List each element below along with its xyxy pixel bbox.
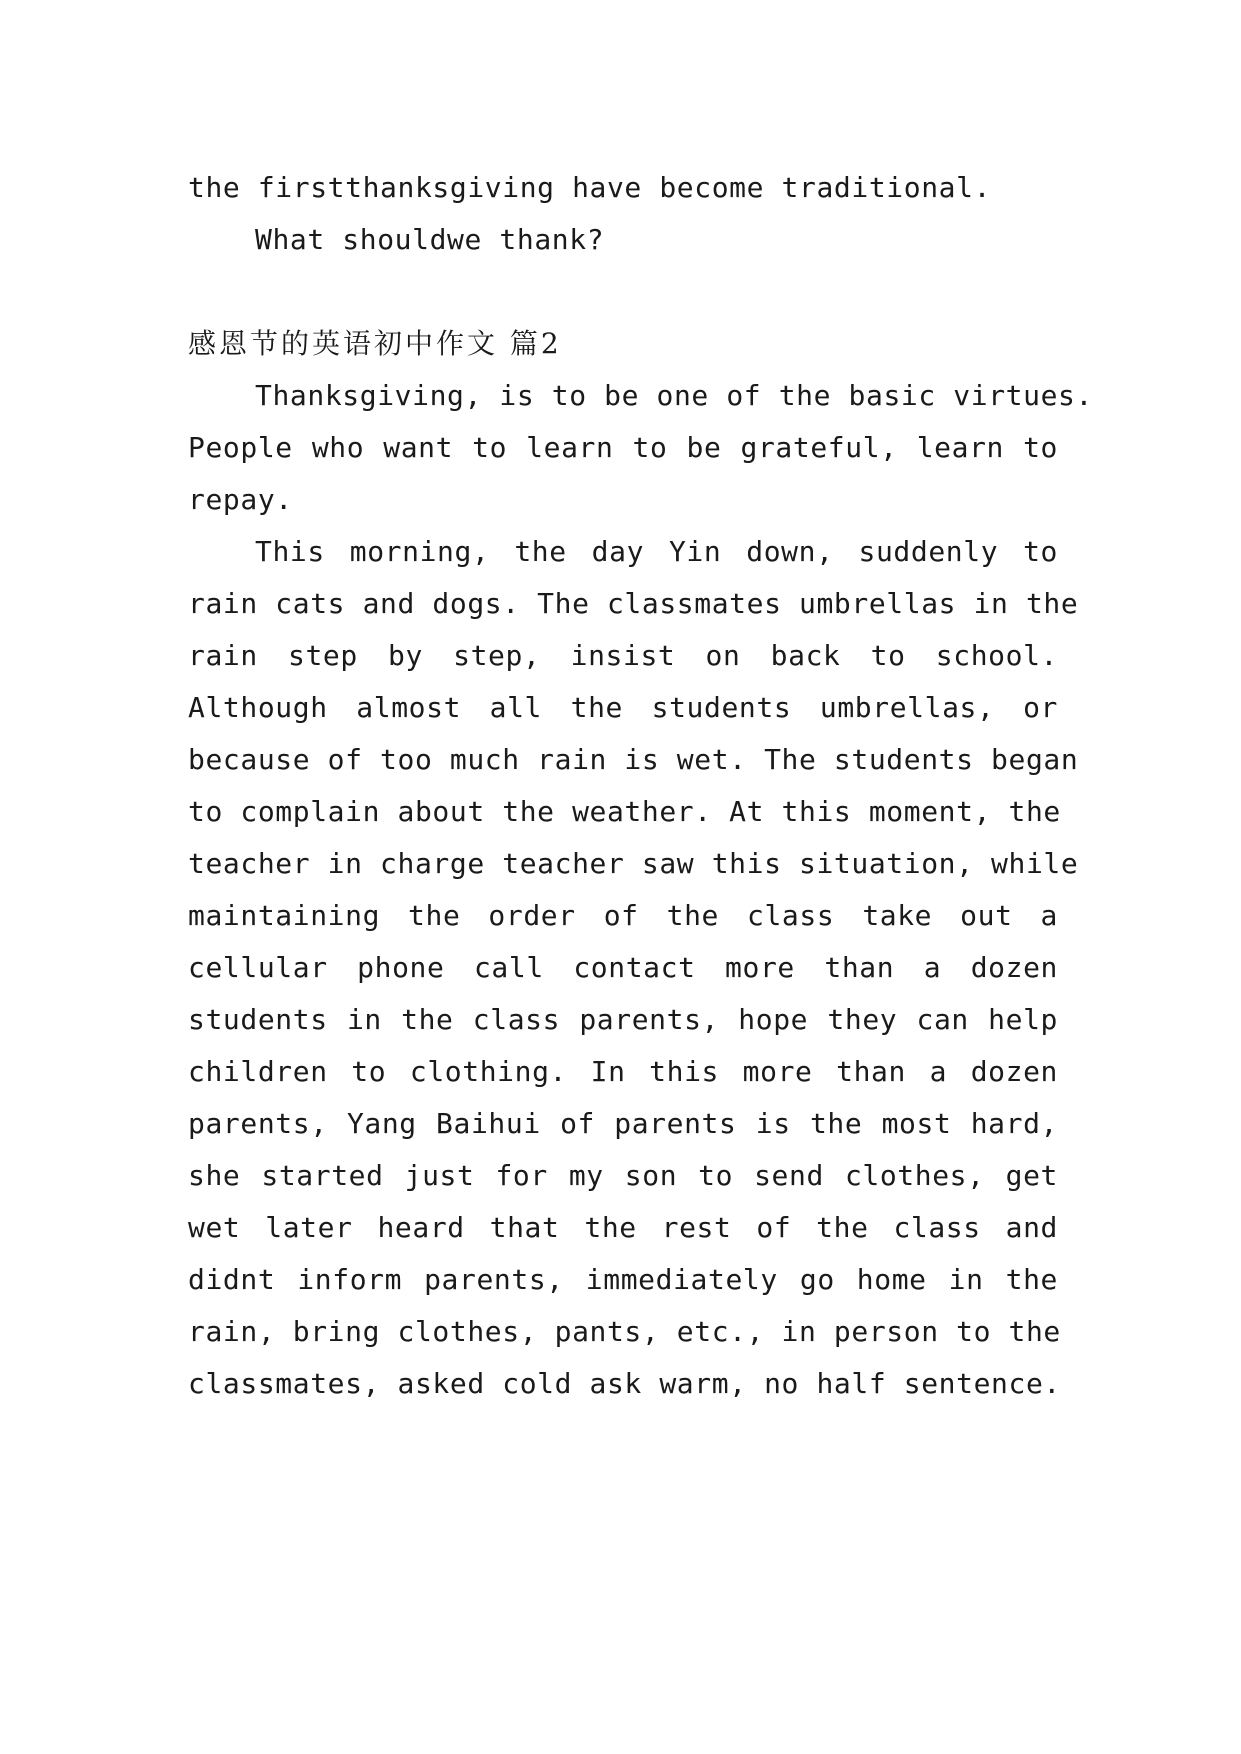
paragraph2-line: maintaining the order of the class take out a [188, 899, 1058, 932]
paragraph2-line: rain step by step, insist on back to school. [188, 639, 1058, 672]
paragraph2-line: classmates, asked cold ask warm, no half sentence. [188, 1367, 1061, 1400]
paragraph2-line: teacher in charge teacher saw this situation, while [188, 847, 1079, 880]
paragraph2-line: because of too much rain is wet. The students began [188, 743, 1079, 776]
paragraph2-line: cellular phone call contact more than a dozen [188, 951, 1058, 984]
paragraph2-line: didnt inform parents, immediately go home in the [188, 1263, 1058, 1296]
paragraph2-line: rain, bring clothes, pants, etc., in person to the [188, 1315, 1061, 1348]
paragraph2-line: rain cats and dogs. The classmates umbrellas in the [188, 587, 1079, 620]
paragraph1-line: People who want to learn to be grateful, learn to [188, 431, 1058, 464]
paragraph1-line: Thanksgiving, is to be one of the basic virtues. [255, 379, 1093, 412]
paragraph2-line: wet later heard that the rest of the class and [188, 1211, 1058, 1244]
paragraph2-line: parents, Yang Baihui of parents is the most hard, [188, 1107, 1058, 1140]
intro-question: What shouldwe thank? [255, 223, 605, 256]
paragraph2-line: This morning, the day Yin down, suddenly to [255, 535, 1058, 568]
paragraph2-line: she started just for my son to send clothes, get [188, 1159, 1058, 1192]
paragraph2-line: Although almost all the students umbrellas, or [188, 691, 1058, 724]
paragraph1-line: repay. [188, 483, 293, 516]
paragraph2-line: children to clothing. In this more than a dozen [188, 1055, 1058, 1088]
intro-line: the firstthanksgiving have become traditional. [188, 171, 992, 204]
paragraph2-line: to complain about the weather. At this moment, the [188, 795, 1061, 828]
section-heading: 感恩节的英语初中作文 篇2 [188, 327, 562, 360]
paragraph2-line: students in the class parents, hope they can help [188, 1003, 1058, 1036]
